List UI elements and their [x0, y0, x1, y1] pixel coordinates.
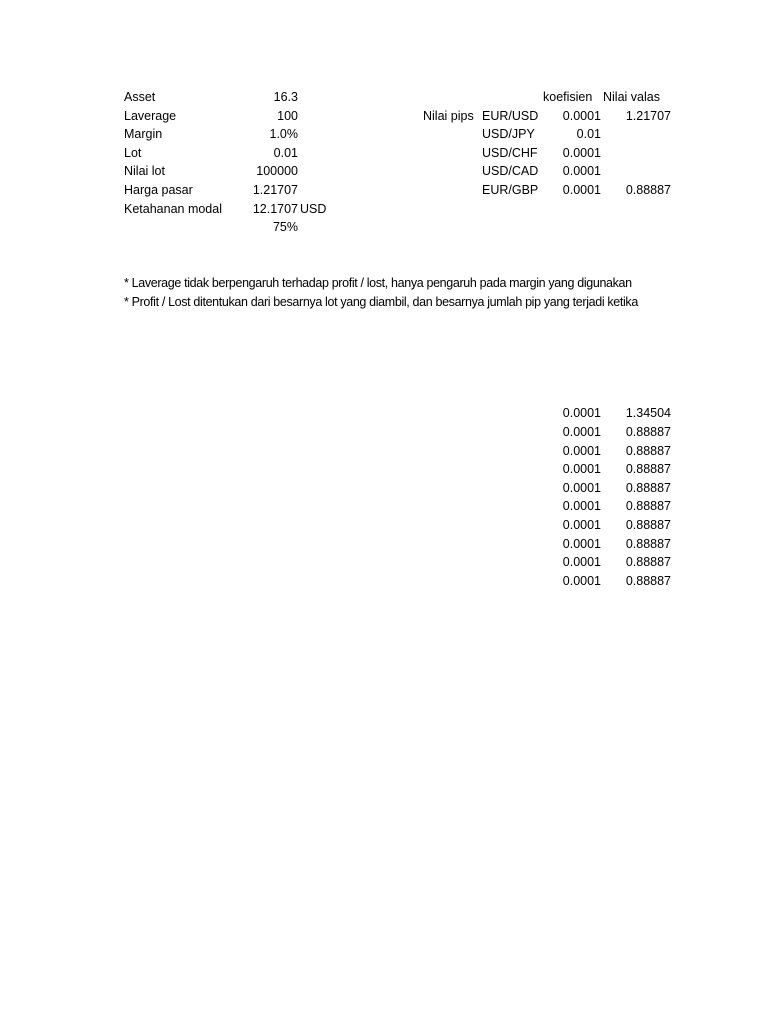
pips-valas-eurusd: 1.21707	[625, 109, 671, 123]
extra-valas: 0.88887	[625, 537, 671, 551]
param-label-lot: Lot	[124, 146, 142, 160]
param-value-lot: 0.01	[273, 146, 298, 160]
param-value-percent: 75%	[272, 220, 298, 234]
param-value-harga-pasar: 1.21707	[252, 183, 298, 197]
extra-valas: 0.88887	[625, 518, 671, 532]
extra-valas: 0.88887	[625, 425, 671, 439]
pips-pair-eurgbp: EUR/GBP	[482, 183, 539, 197]
param-label-ketahanan-modal: Ketahanan modal	[124, 202, 222, 216]
pips-pair-usdcad: USD/CAD	[482, 164, 539, 178]
extra-valas: 0.88887	[625, 444, 671, 458]
extra-koef: 0.0001	[562, 462, 601, 476]
note-laverage: * Laverage tidak berpengaruh terhadap profit / lost, hanya pengaruh pada margin yang digunakan	[124, 276, 632, 290]
extra-koef: 0.0001	[562, 406, 601, 420]
pips-valas-eurgbp: 0.88887	[625, 183, 671, 197]
pips-header-nilai-valas: Nilai valas	[603, 90, 660, 104]
pips-koef-usdcad: 0.0001	[562, 164, 601, 178]
extra-valas: 0.88887	[625, 462, 671, 476]
extra-valas: 0.88887	[625, 574, 671, 588]
pips-koef-usdjpy: 0.01	[576, 127, 601, 141]
param-value-margin: 1.0%	[269, 127, 298, 141]
extra-koef: 0.0001	[562, 537, 601, 551]
param-label-laverage: Laverage	[124, 109, 177, 123]
pips-pair-usdchf: USD/CHF	[482, 146, 538, 160]
param-value-nilai-lot: 100000	[256, 164, 298, 178]
pips-koef-eurusd: 0.0001	[562, 109, 601, 123]
extra-koef: 0.0001	[562, 425, 601, 439]
extra-koef: 0.0001	[562, 574, 601, 588]
param-label-harga-pasar: Harga pasar	[124, 183, 193, 197]
extra-koef: 0.0001	[562, 499, 601, 513]
param-unit-ketahanan-modal: USD	[300, 202, 327, 216]
param-value-asset: 16.3	[273, 90, 298, 104]
pips-row-label: Nilai pips	[423, 109, 474, 123]
pips-pair-usdjpy: USD/JPY	[482, 127, 535, 141]
param-value-laverage: 100	[277, 109, 298, 123]
extra-valas: 1.34504	[625, 406, 671, 420]
param-label-asset: Asset	[124, 90, 156, 104]
pips-koef-usdchf: 0.0001	[562, 146, 601, 160]
extra-koef: 0.0001	[562, 518, 601, 532]
pips-pair-eurusd: EUR/USD	[482, 109, 539, 123]
note-profit-lost: * Profit / Lost ditentukan dari besarnya lot yang diambil, dan besarnya jumlah pip yang terjadi ketika	[124, 295, 638, 309]
pips-header-koefisien: koefisien	[543, 90, 593, 104]
extra-koef: 0.0001	[562, 555, 601, 569]
param-label-nilai-lot: Nilai lot	[124, 164, 165, 178]
extra-koef: 0.0001	[562, 444, 601, 458]
extra-koef: 0.0001	[562, 481, 601, 495]
extra-valas: 0.88887	[625, 481, 671, 495]
extra-valas: 0.88887	[625, 499, 671, 513]
param-value-ketahanan-modal: 12.1707	[252, 202, 298, 216]
param-label-margin: Margin	[124, 127, 163, 141]
pips-koef-eurgbp: 0.0001	[562, 183, 601, 197]
extra-valas: 0.88887	[625, 555, 671, 569]
